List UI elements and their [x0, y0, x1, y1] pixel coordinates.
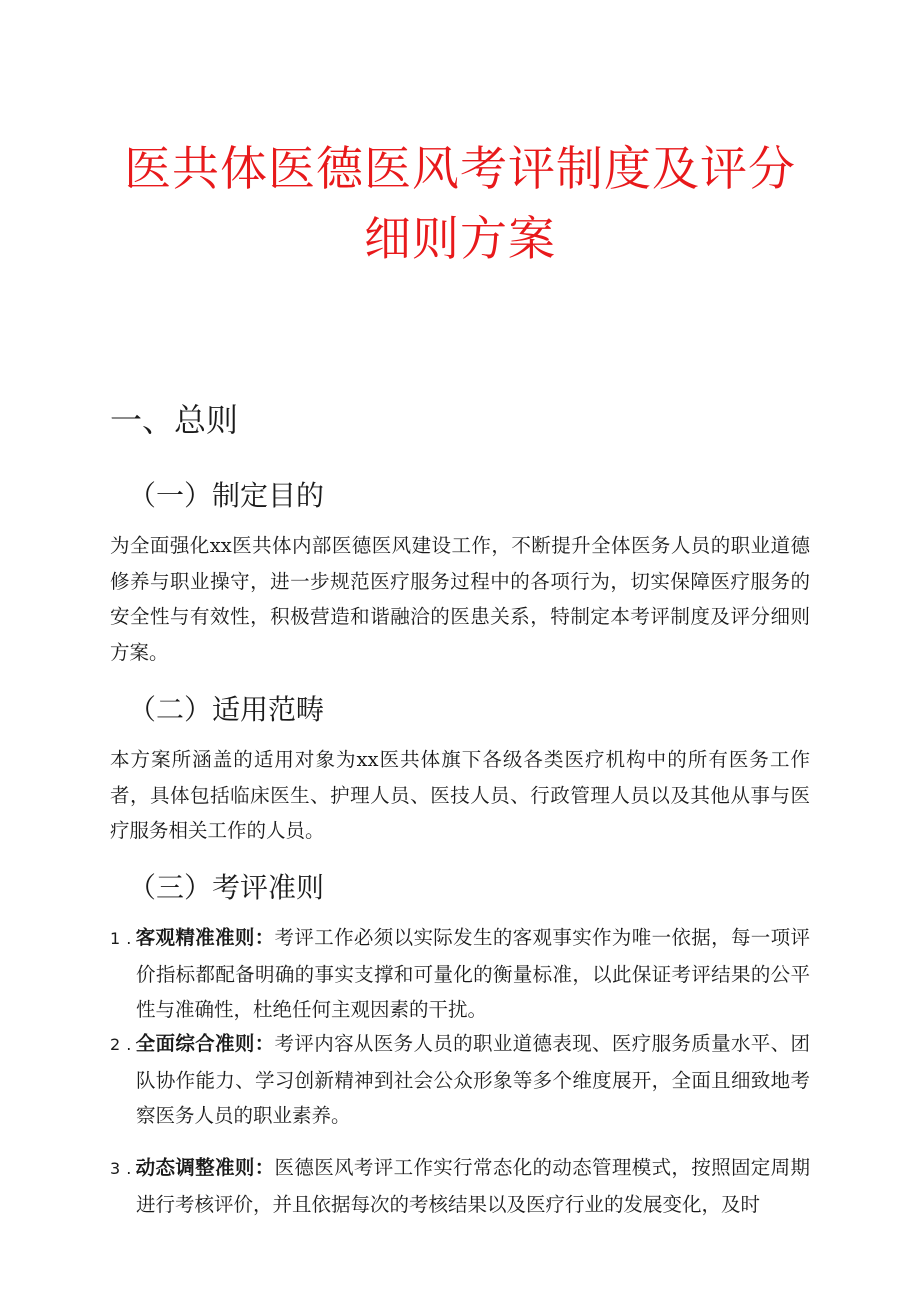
- list-item-number: 2: [110, 1035, 121, 1054]
- principle-text: 考评工作必须以实际发生的客观事实作为唯一依据，每一项评价指标都配备明确的事实支撑和可量化的衡量标准，以此保证考评结果的公平性与准确性，杜绝任何主观因素的干扰。: [136, 926, 810, 1021]
- principle-item-dynamic: [110, 1150, 810, 1222]
- list-item-dot: .: [126, 1159, 132, 1178]
- section-heading-general: 一、总则: [110, 401, 239, 439]
- principle-label: 全面综合准则：: [135, 1032, 275, 1055]
- list-item-dot: .: [126, 929, 132, 948]
- principle-item-text-block: [110, 920, 810, 1028]
- principle-item-objective: [110, 920, 810, 1028]
- principle-item-text-block: [110, 1150, 810, 1222]
- list-item-number: 3: [110, 1159, 121, 1178]
- principle-label: 客观精准准则：: [135, 926, 275, 949]
- paragraph-purpose: 为全面强化xx医共体内部医德医风建设工作，不断提升全体医务人员的职业道德修养与职业操守，进一步规范医疗服务过程中的各项行为，切实保障医疗服务的安全性与有效性，积极营造和谐融洽的医患关系，特制定本考评制度及评分细则方案。: [110, 534, 810, 664]
- principle-text: 医德医风考评工作实行常态化的动态管理模式，按照固定周期进行考核评价，并且依据每次的考核结果以及医疗行业的发展变化，及时: [136, 1156, 810, 1216]
- list-item-number: 1: [110, 929, 121, 948]
- document-title-line-2: 细则方案: [364, 212, 556, 267]
- principle-item-text-block: [110, 1026, 810, 1134]
- subsection-heading-purpose: （一）制定目的: [128, 479, 325, 512]
- subsection-heading-scope: （二）适用范畴: [128, 693, 325, 726]
- paragraph-scope: 本方案所涵盖的适用对象为xx医共体旗下各级各类医疗机构中的所有医务工作者，具体包括临床医生、护理人员、医技人员、行政管理人员以及其他从事与医疗服务相关工作的人员。: [110, 748, 810, 842]
- principle-item-comprehensive: [110, 1026, 810, 1134]
- subsection-heading-principles: （三）考评准则: [128, 871, 325, 904]
- principle-text: 考评内容从医务人员的职业道德表现、医疗服务质量水平、团队协作能力、学习创新精神到社会公众形象等多个维度展开，全面且细致地考察医务人员的职业素养。: [136, 1032, 810, 1127]
- document-title-line-1: 医共体医德医风考评制度及评分: [124, 142, 796, 197]
- principle-label: 动态调整准则：: [135, 1156, 275, 1179]
- list-item-dot: .: [126, 1035, 132, 1054]
